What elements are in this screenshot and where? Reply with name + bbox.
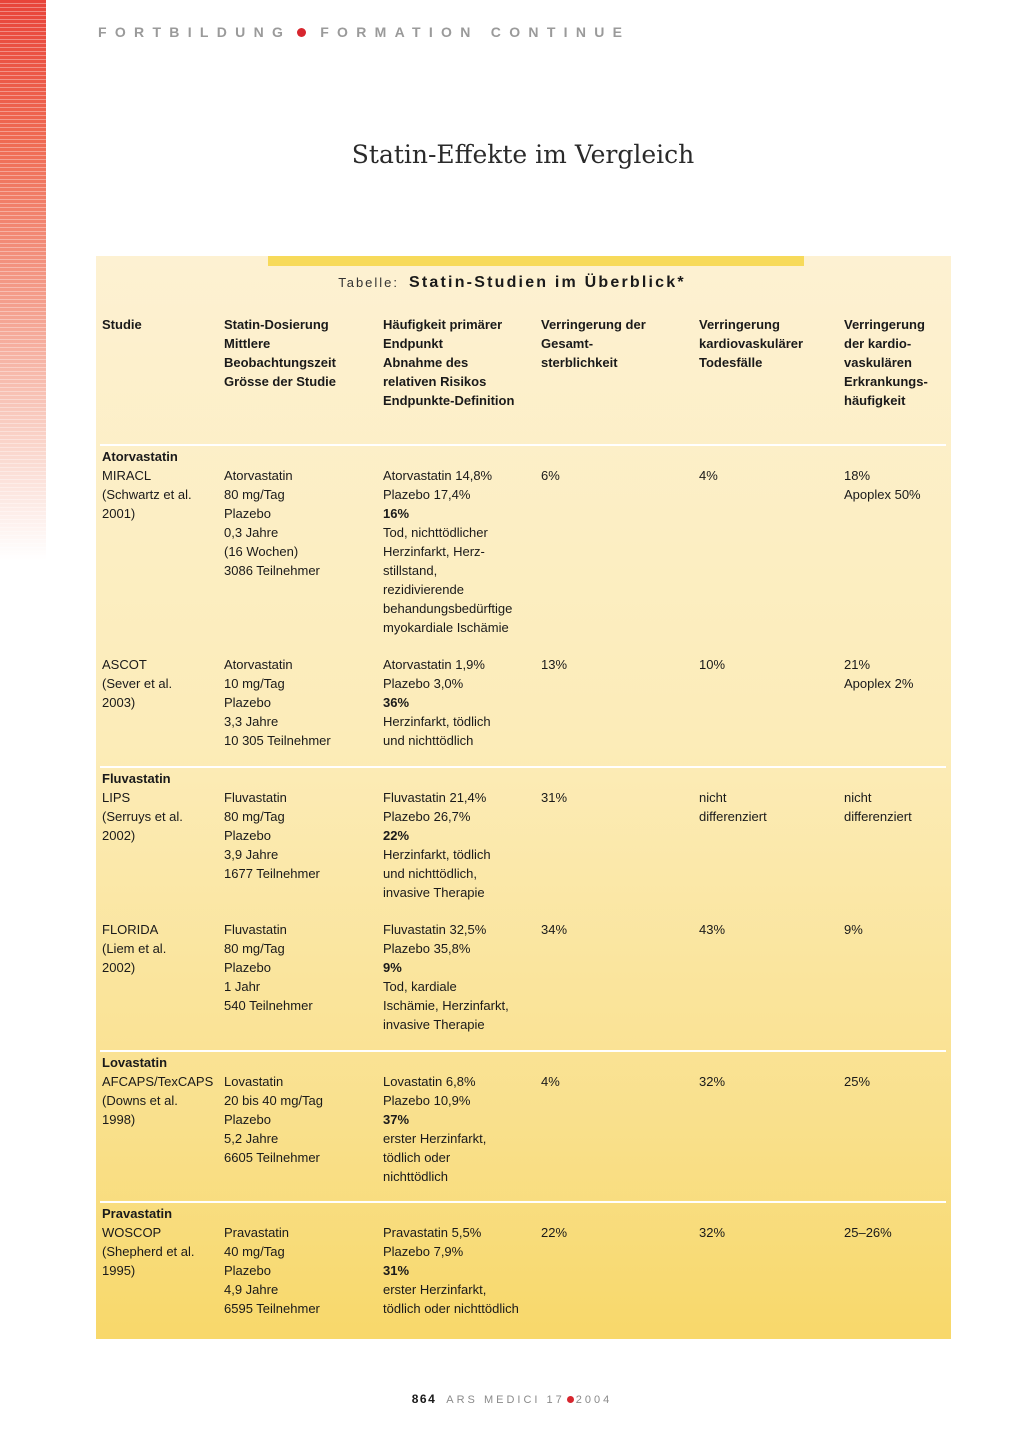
risk-reduction-value: 9% <box>383 960 402 975</box>
cv-disease-cell: 25–26% <box>844 1225 892 1240</box>
risk-reduction-value: 36% <box>383 695 410 710</box>
dosing-cell: Fluvastatin 80 mg/Tag Plazebo 1 Jahr 540 Teilnehmer <box>224 922 313 1013</box>
page-number: 864 <box>411 1392 437 1406</box>
mortality-cell: 34% <box>541 922 568 937</box>
mortality-cell: 22% <box>541 1225 568 1240</box>
risk-reduction-value: 37% <box>383 1112 410 1127</box>
study-cell: AFCAPS/TexCAPS (Downs et al. 1998) <box>102 1074 214 1127</box>
group-divider <box>100 1050 946 1052</box>
journal-name: ARS MEDICI 17 <box>446 1394 565 1406</box>
study-cell: FLORIDA (Liem et al. 2002) <box>102 922 167 975</box>
group-divider <box>100 1201 946 1203</box>
cv-disease-cell: 18% Apoplex 50% <box>844 468 921 502</box>
column-header-dosing: Statin-Dosierung Mittlere Beobachtungszeit Grösse der Studie <box>224 317 336 389</box>
risk-reduction-value: 16% <box>383 506 410 521</box>
cv-deaths-cell: 32% <box>699 1225 726 1240</box>
section-header-right: FORMATION CONTINUE <box>320 24 631 40</box>
endpoint-definition: Tod, kardiale Ischämie, Herzinfarkt, invasive Therapie <box>383 979 509 1032</box>
column-header-mortality: Verringerung der Gesamt- sterblichkeit <box>541 317 646 370</box>
endpoint-definition: Herzinfarkt, tödlich und nichttödlich, invasive Therapie <box>383 847 491 900</box>
dosing-cell: Atorvastatin 10 mg/Tag Plazebo 3,3 Jahre 10 305 Teilnehmer <box>224 657 331 748</box>
study-cell: MIRACL (Schwartz et al. 2001) <box>102 468 192 521</box>
frequency-values: Fluvastatin 32,5% Plazebo 35,8% <box>383 922 487 956</box>
dosing-cell: Pravastatin 40 mg/Tag Plazebo 4,9 Jahre 6595 Teilnehmer <box>224 1225 320 1316</box>
journal-year: 2004 <box>575 1394 613 1406</box>
endpoint-definition: Herzinfarkt, tödlich und nichttödlich <box>383 714 491 748</box>
endpoint-cell <box>383 1223 519 1318</box>
cv-deaths-cell: 4% <box>699 468 718 483</box>
endpoint-definition: Tod, nichttödlicher Herzinfarkt, Herz- stillstand, rezidivierende behandungsbedürftige myokardiale Ischämie <box>383 525 513 635</box>
page-title: Statin-Effekte im Vergleich <box>351 140 695 169</box>
table-top-bar <box>268 256 804 266</box>
mortality-cell: 6% <box>541 468 560 483</box>
dosing-cell: Fluvastatin 80 mg/Tag Plazebo 3,9 Jahre 1677 Teilnehmer <box>224 790 320 881</box>
bullet-dot-icon <box>567 1396 574 1403</box>
risk-reduction-value: 31% <box>383 1263 410 1278</box>
frequency-values: Pravastatin 5,5% Plazebo 7,9% <box>383 1225 482 1259</box>
study-cell: ASCOT (Sever et al. 2003) <box>102 657 173 710</box>
endpoint-cell <box>383 920 509 1034</box>
column-header-study: Studie <box>102 317 142 332</box>
table-caption-title: Statin-Studien im Überblick* <box>409 274 686 291</box>
endpoint-cell <box>383 466 512 637</box>
table-caption <box>0 274 1024 292</box>
endpoint-definition: erster Herzinfarkt, tödlich oder nichttödlich <box>383 1282 519 1316</box>
endpoint-definition: erster Herzinfarkt, tödlich oder nichttödlich <box>383 1131 487 1184</box>
group-divider <box>100 444 946 446</box>
table-caption-label: Tabelle: <box>338 275 400 290</box>
dosing-cell: Atorvastatin 80 mg/Tag Plazebo 0,3 Jahre (16 Wochen) 3086 Teilnehmer <box>224 468 320 578</box>
mortality-cell: 31% <box>541 790 568 805</box>
column-header-cv-disease: Verringerung der kardio- vaskulären Erkrankungs- häufigkeit <box>844 317 928 408</box>
column-header-cv-deaths: Verringerung kardiovaskulärer Todesfälle <box>699 317 804 370</box>
mortality-cell: 4% <box>541 1074 560 1089</box>
cv-disease-cell: nicht differenziert <box>844 790 912 824</box>
cv-disease-cell: 9% <box>844 922 863 937</box>
bullet-dot-icon <box>297 28 306 37</box>
group-name-atorvastatin: Atorvastatin <box>102 449 178 464</box>
cv-disease-cell: 21% Apoplex 2% <box>844 657 914 691</box>
risk-reduction-value: 22% <box>383 828 410 843</box>
group-name-lovastatin: Lovastatin <box>102 1055 168 1070</box>
dosing-cell: Lovastatin 20 bis 40 mg/Tag Plazebo 5,2 Jahre 6605 Teilnehmer <box>224 1074 324 1165</box>
page-footer <box>0 1392 1024 1406</box>
group-divider <box>100 766 946 768</box>
cv-deaths-cell: 43% <box>699 922 726 937</box>
frequency-values: Fluvastatin 21,4% Plazebo 26,7% <box>383 790 487 824</box>
column-header-endpoint: Häufigkeit primärer Endpunkt Abnahme des relativen Risikos Endpunkte-Definition <box>383 317 515 408</box>
study-cell: LIPS (Serruys et al. 2002) <box>102 790 183 843</box>
endpoint-cell <box>383 788 491 902</box>
section-header-left: FORTBILDUNG <box>98 24 292 40</box>
cv-disease-cell: 25% <box>844 1074 871 1089</box>
section-header <box>98 24 630 40</box>
group-name-pravastatin: Pravastatin <box>102 1206 173 1221</box>
cv-deaths-cell: 32% <box>699 1074 726 1089</box>
mortality-cell: 13% <box>541 657 568 672</box>
group-name-fluvastatin: Fluvastatin <box>102 771 171 786</box>
study-cell: WOSCOP (Shepherd et al. 1995) <box>102 1225 195 1278</box>
endpoint-cell <box>383 1072 486 1186</box>
endpoint-cell <box>383 655 491 750</box>
frequency-values: Atorvastatin 14,8% Plazebo 17,4% <box>383 468 493 502</box>
frequency-values: Atorvastatin 1,9% Plazebo 3,0% <box>383 657 485 691</box>
frequency-values: Lovastatin 6,8% Plazebo 10,9% <box>383 1074 476 1108</box>
cv-deaths-cell: nicht differenziert <box>699 790 767 824</box>
cv-deaths-cell: 10% <box>699 657 726 672</box>
